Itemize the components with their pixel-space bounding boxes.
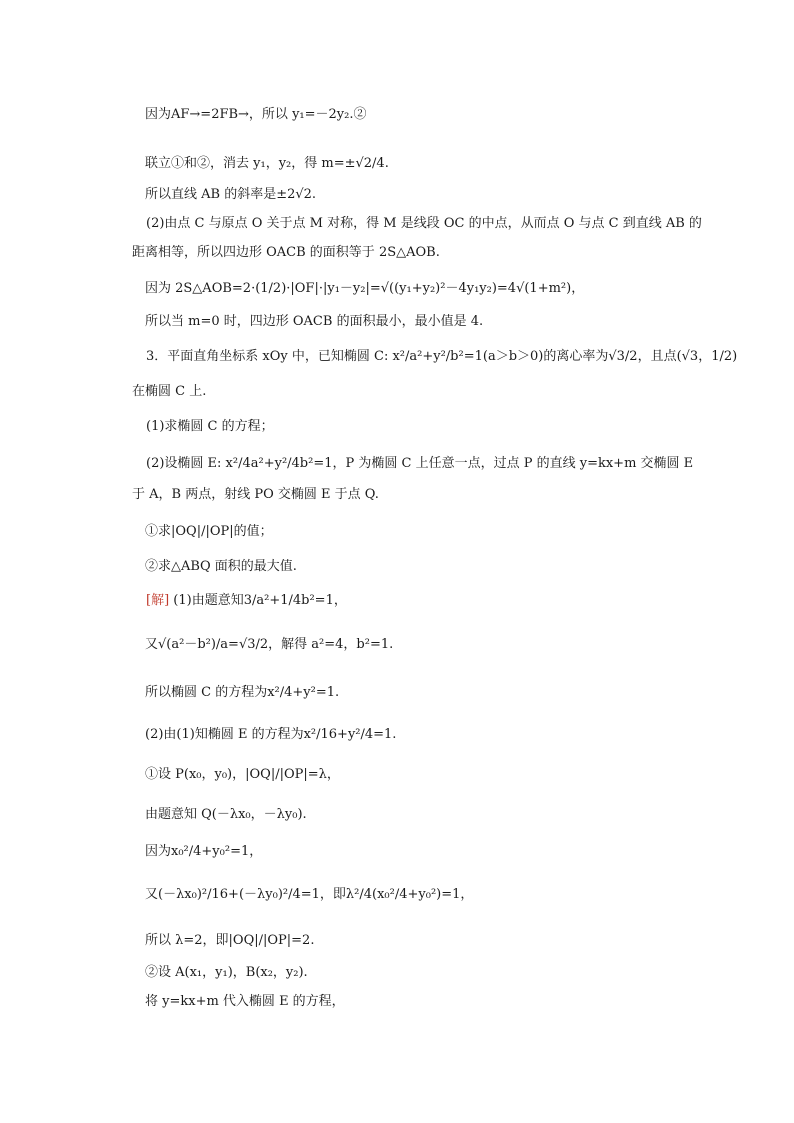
text-line: (2)由点 C 与原点 O 关于点 M 对称，得 M 是线段 OC 的中点，从而点 O 与点 C 到直线 AB 的 — [146, 216, 702, 231]
text-line: (1)由题意知3/a²+1/4b²=1， — [173, 593, 347, 608]
text-line: (1)求椭圆 C 的方程； — [146, 419, 274, 434]
text-line: 在椭圆 C 上. — [132, 384, 207, 399]
text-line: (2)由(1)知椭圆 E 的方程为x²/16+y²/4=1. — [145, 727, 397, 742]
text-line: 又(－λx₀)²/16+(－λy₀)²/4=1，即λ²/4(x₀²/4+y₀²)=1， — [145, 887, 474, 902]
text-line: ①求|OQ|/|OP|的值； — [145, 524, 273, 539]
text-line: 所以椭圆 C 的方程为x²/4+y²=1. — [145, 685, 340, 700]
text-line: 又√(a²－b²)/a=√3/2，解得 a²=4，b²=1. — [145, 637, 394, 652]
text-line: 所以 λ=2，即|OQ|/|OP|=2. — [145, 933, 315, 948]
text-line: 因为x₀²/4+y₀²=1， — [145, 844, 263, 859]
text-line: 因为 2S△AOB=2·(1/2)·|OF|·|y₁－y₂|=√((y₁+y₂)²－4y₁y₂)=4√(1+m²)， — [145, 281, 585, 296]
problem-3-statement: 3．平面直角坐标系 xOy 中，已知椭圆 C: x²/a²+y²/b²=1(a＞b＞0)的离心率为√3/2，且点(√3，1/2) — [146, 349, 738, 364]
text-line: 所以当 m=0 时，四边形 OACB 的面积最小，最小值是 4. — [145, 314, 484, 329]
text-line: (2)设椭圆 E: x²/4a²+y²/4b²=1，P 为椭圆 C 上任意一点，过点 P 的直线 y=kx+m 交椭圆 E — [146, 456, 694, 471]
solution-start — [146, 594, 347, 607]
text-line: ①设 P(x₀，y₀)，|OQ|/|OP|=λ， — [145, 767, 340, 782]
text-line: 所以直线 AB 的斜率是±2√2. — [145, 187, 317, 202]
text-line: 联立①和②，消去 y₁，y₂，得 m=±√2/4. — [145, 156, 389, 171]
solution-label: [解] — [146, 593, 170, 608]
text-line: 将 y=kx+m 代入椭圆 E 的方程， — [145, 994, 345, 1009]
text-line: 由题意知 Q(－λx₀，－λy₀). — [145, 807, 307, 822]
text-line: 于 A，B 两点，射线 PO 交椭圆 E 于点 Q. — [132, 487, 379, 502]
text-line: ②设 A(x₁，y₁)，B(x₂，y₂). — [145, 965, 308, 980]
text-line: ②求△ABQ 面积的最大值. — [145, 559, 297, 574]
text-line: 因为AF→=2FB→，所以 y₁=－2y₂.② — [145, 107, 367, 122]
text-line: 距离相等，所以四边形 OACB 的面积等于 2S△AOB. — [132, 245, 440, 260]
